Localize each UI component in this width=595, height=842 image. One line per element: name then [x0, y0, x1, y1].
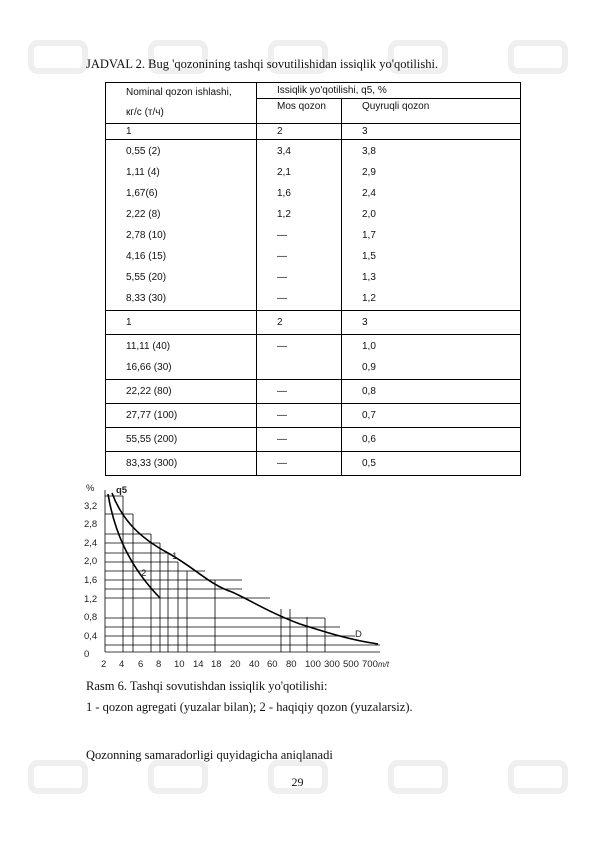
q-label: q5: [116, 485, 128, 496]
table-cell: 22,22 (80): [106, 380, 257, 404]
table-cell: —: [257, 404, 342, 428]
d-label: D: [355, 629, 362, 640]
table-cell: 3: [342, 311, 521, 335]
table-cell: 0,55 (2): [126, 146, 161, 157]
x-tick: 4: [119, 659, 125, 670]
y-tick: 3,2: [84, 501, 98, 512]
figure-caption: Rasm 6. Tashqi sovutishdan issiqlik yo'qotilishi:: [86, 679, 328, 693]
table-cell: 0,9: [362, 362, 376, 373]
table-cell: 16,66 (30): [126, 362, 172, 373]
curve-2-label: 2: [141, 568, 147, 579]
table-cell: 2: [257, 311, 342, 335]
x-tick: 40: [249, 659, 260, 670]
table-cell: 2,4: [362, 188, 376, 199]
x-tick: 20: [230, 659, 241, 670]
header-quyruqli: Quyruqli qozon: [342, 99, 521, 124]
table-cell: 3: [342, 124, 521, 140]
x-tick: 100: [305, 659, 321, 670]
table-cell: 11,11 (40): [126, 341, 171, 352]
table-cell: 2,0: [362, 209, 376, 220]
y-tick: 0: [84, 649, 90, 660]
table-cell: —: [257, 380, 342, 404]
x-tick: 10: [174, 659, 185, 670]
table-cell: 1,2: [362, 293, 376, 304]
y-tick: 1,6: [84, 575, 98, 586]
table-cell: 3,8: [362, 146, 376, 157]
y-tick: 2,4: [84, 538, 98, 549]
x-tick: 700: [362, 659, 378, 670]
table-cell: 2,78 (10): [126, 230, 167, 241]
table-cell: 1,6: [277, 188, 291, 199]
table-cell: —: [277, 251, 287, 262]
table-cell: —: [277, 341, 287, 352]
table-cell: —: [277, 272, 287, 283]
y-tick: 2,8: [84, 519, 98, 530]
y-tick: 0,8: [84, 612, 98, 623]
table-cell: 2,1: [277, 167, 291, 178]
table-cell: 55,55 (200): [106, 428, 257, 452]
x-tick: 300: [324, 659, 340, 670]
table-cell: 5,55 (20): [126, 272, 167, 283]
table-cell: 1,3: [362, 272, 376, 283]
table-cell: 0,7: [342, 404, 521, 428]
table-cell: 1,0: [362, 341, 376, 352]
x-tick: 14: [193, 659, 204, 670]
x-tick: 6: [138, 659, 144, 670]
curve-1-label: 1: [172, 551, 178, 562]
table-cell: 3,4: [277, 146, 291, 157]
table-cell: 83,33 (300): [106, 452, 257, 476]
x-tick: 8: [156, 659, 162, 670]
header-nominal: Nominal qozon ishlashi, кг/с (т/ч): [106, 83, 257, 124]
x-tick: 60: [267, 659, 278, 670]
figure-legend: 1 - qozon agregati (yuzalar bilan); 2 - haqiqiy qozon (yuzalarsiz).: [86, 700, 413, 714]
table-cell: 0,5: [342, 452, 521, 476]
y-tick: 1,2: [84, 594, 98, 605]
table-cell: 27,77 (100): [106, 404, 257, 428]
table-cell: —: [277, 293, 287, 304]
table-cell: —: [257, 428, 342, 452]
table-cell: 1,2: [277, 209, 291, 220]
table-cell: 2: [257, 124, 342, 140]
x-tick: 500: [343, 659, 359, 670]
table-cell: 1,5: [362, 251, 376, 262]
header-mos: Mos qozon: [257, 99, 342, 124]
table-cell: 2,22 (8): [126, 209, 161, 220]
curve-1: [112, 493, 378, 644]
table-cell: 1,7: [362, 230, 376, 241]
x-unit-label: m/t: [378, 660, 390, 669]
table-cell: 0,6: [342, 428, 521, 452]
table-cell: 1,11 (4): [126, 167, 160, 178]
x-tick: 2: [101, 659, 107, 670]
table-cell: 2,9: [362, 167, 376, 178]
table-cell: 8,33 (30): [126, 293, 167, 304]
body-text: Qozonning samaradorligi quyidagicha aniqlanadi: [86, 748, 333, 762]
y-unit-label: %: [86, 483, 95, 494]
x-tick: 80: [286, 659, 297, 670]
x-tick: 18: [211, 659, 222, 670]
table-cell: 0,8: [342, 380, 521, 404]
table-caption: JADVAL 2. Bug 'qozonining tashqi sovutilishidan issiqlik yo'qotilishi.: [86, 57, 439, 71]
table-cell: —: [257, 452, 342, 476]
page-number: 29: [291, 775, 304, 789]
table-cell: —: [277, 230, 287, 241]
table-cell: 4,16 (15): [126, 251, 167, 262]
table-cell: 1,67(6): [126, 188, 158, 199]
y-tick: 2,0: [84, 556, 98, 567]
header-loss: Issiqlik yo'qotilishi, q5, %: [257, 83, 521, 99]
curve-2: [108, 494, 160, 598]
table-cell: 1: [106, 311, 257, 335]
y-tick: 0,4: [84, 631, 98, 642]
table-cell: 1: [106, 124, 257, 140]
